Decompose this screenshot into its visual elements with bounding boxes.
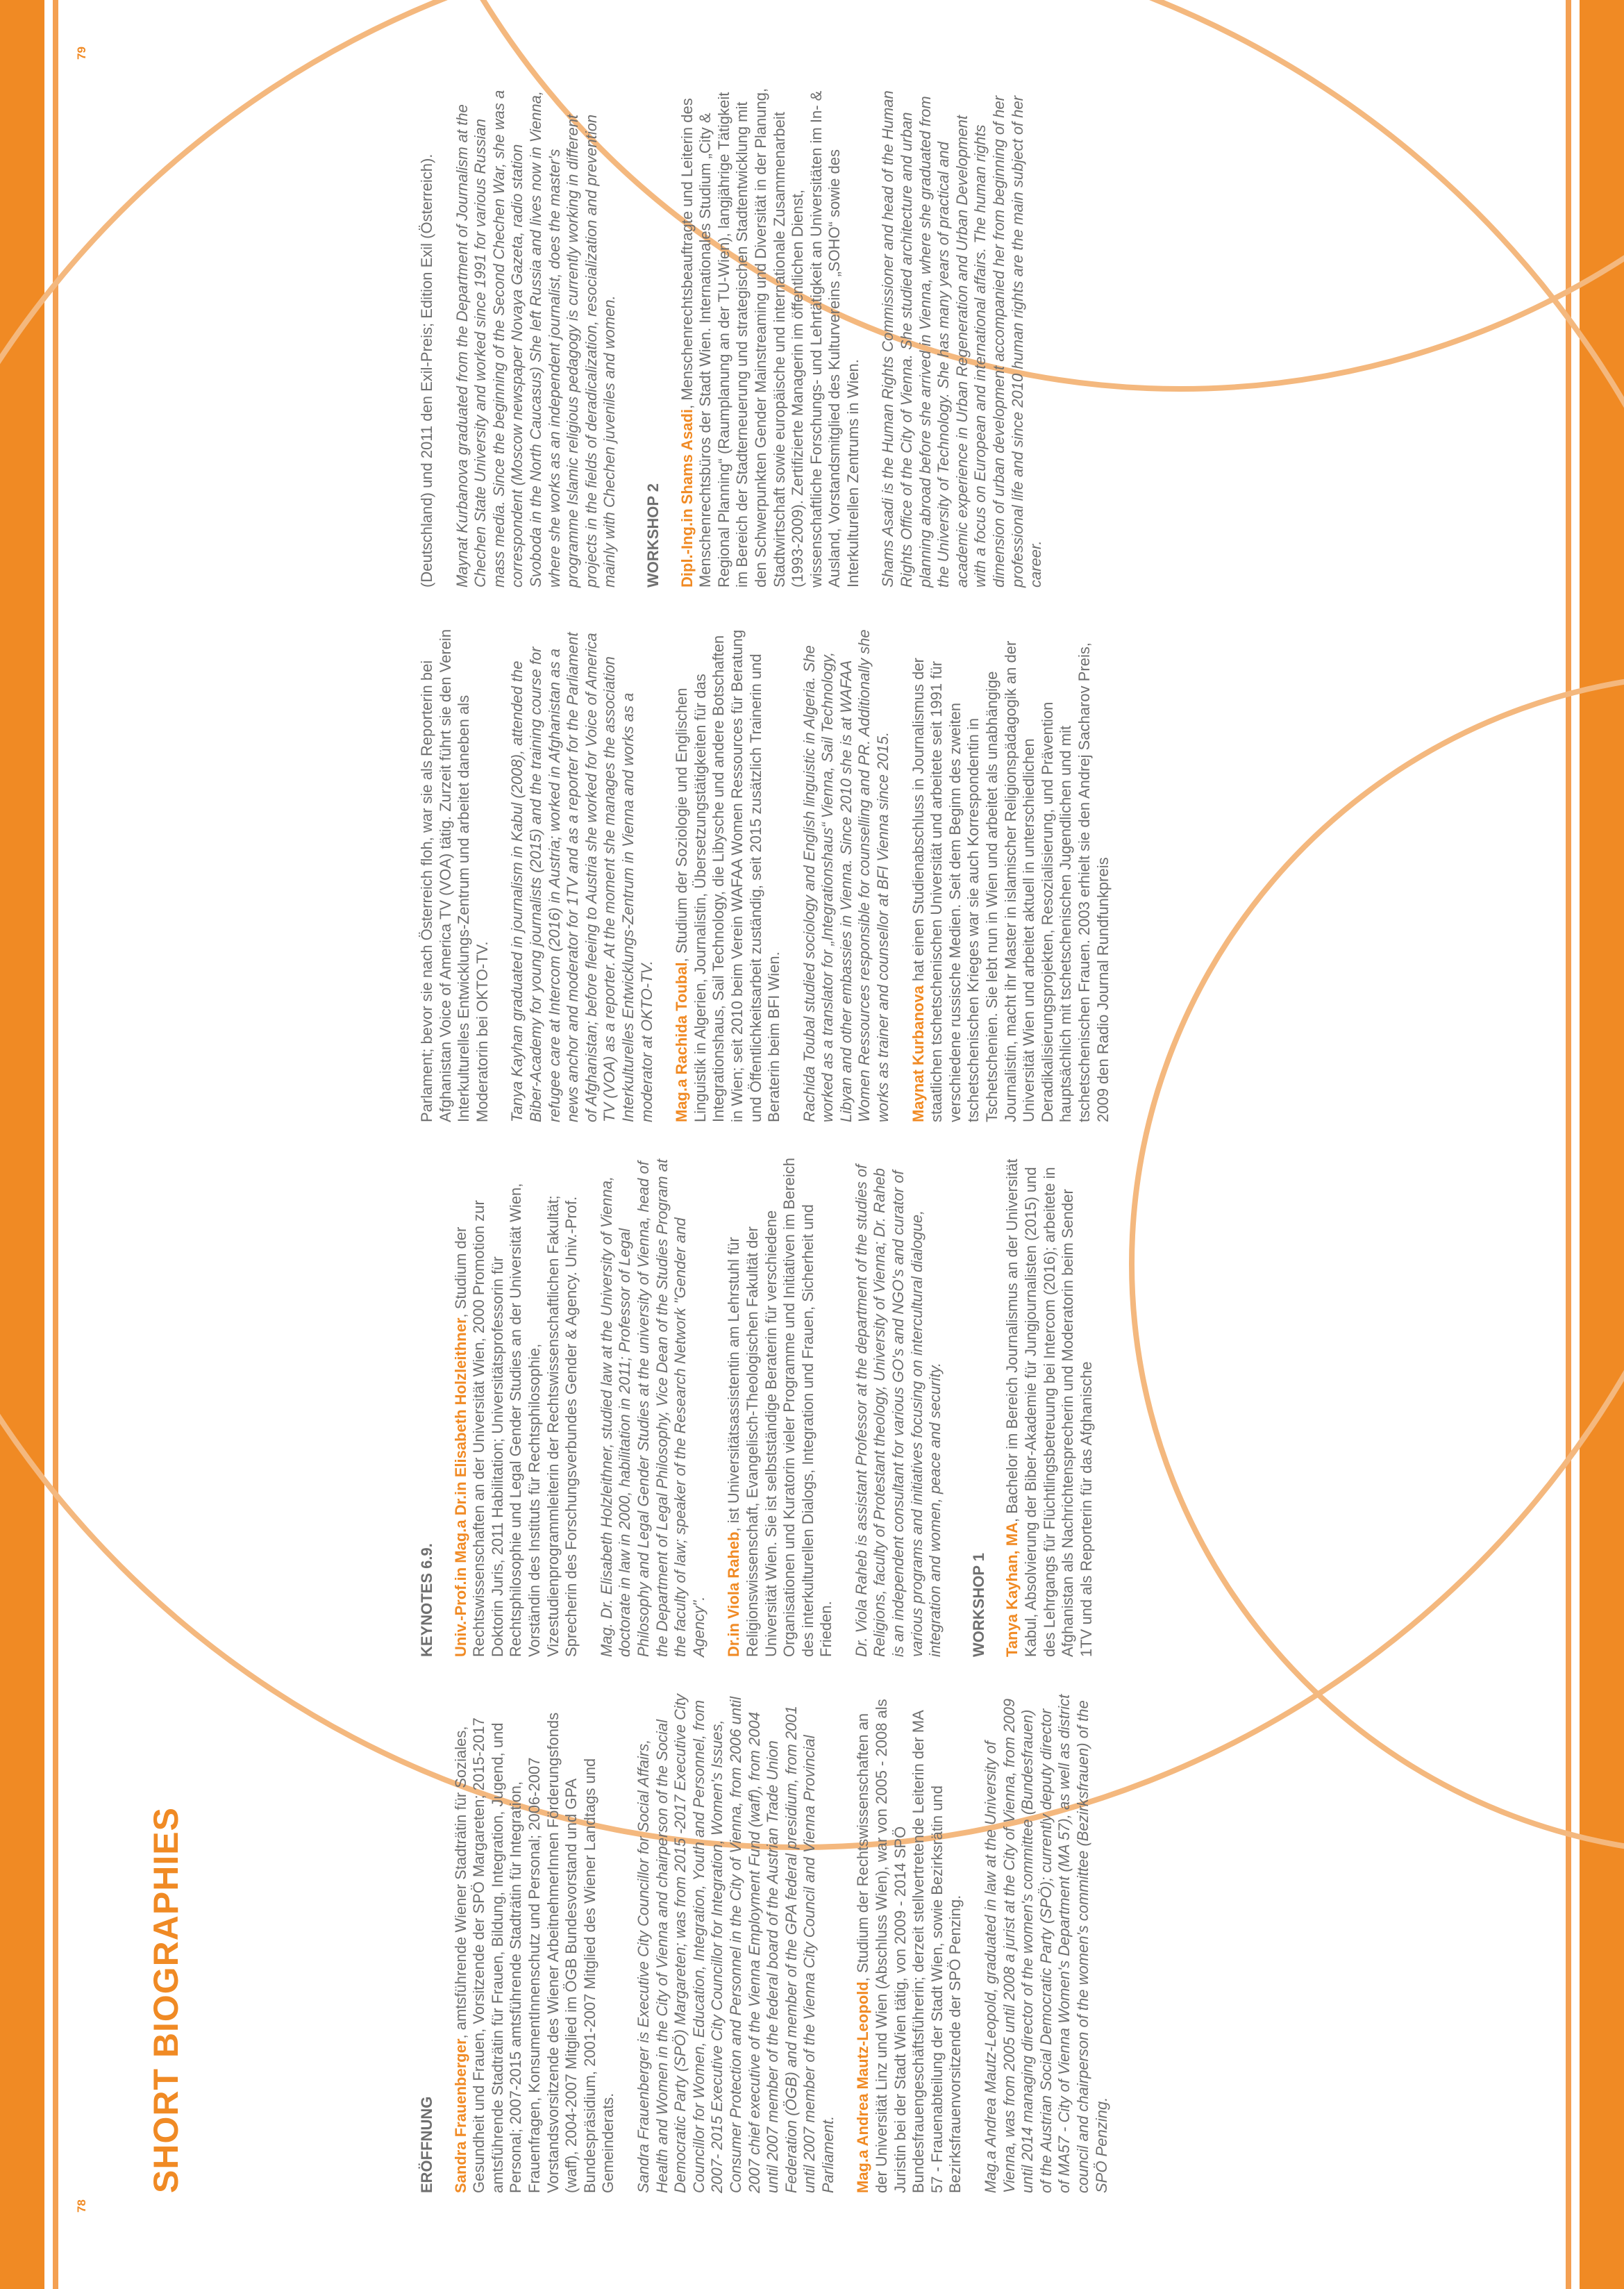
heading-opening: ERÖFFNUNG: [418, 2096, 435, 2193]
text-mautz-de: , Studium der Rechtswissenschaften an der Universität Linz und Wien (Abschluss Wien), war von 2005 - 2008 als Juristin bei der Stadt Wien tätig, von 2009 - 2014 SPÖ Bundesfrauengeschäftsführerin; derzeit stellvertretende Leiterin der MA 57 - Frauenabteilung der Stadt Wien, sowie Bezirksrätin und Bezirksfrauenvorsitzende der SPÖ Penzing.: [854, 1699, 964, 2193]
name-toubal: Mag.a Rachida Toubal: [673, 962, 691, 1122]
bio-kurbanova-de: [910, 622, 1113, 1122]
bio-kurbanova-en: Maynat Kurbanova graduated from the Department of Journalism at the Chechen State University and worked since 1991 for various Russian mass media. Since the beginning of the Second Chechen War, she was a correspondent (Moscow newspaper Novaya Gazeta, radio station Svoboda in the North Caucasus) She left Russia and lives now in Vienna, where she works as an independent journalist, does the master's programme Islamic religious pedagogy is currently working in different projects in the fields of deradicalization, resocialization and prevention mainly with Chechen juveniles and women.: [453, 90, 619, 588]
name-kurbanova: Maynat Kurbanova: [909, 985, 927, 1122]
bio-holzleithner-de: [452, 1157, 581, 1657]
page-number-right: 79: [75, 47, 88, 60]
bio-kayhan-de-cont: Parlament; bevor sie nach Österreich floh, war sie als Reporterin bei Afghanistan Voice of America TV (VOA) tätig. Zurzeit führt sie den Verein Interkulturelles Entwicklungs-Zentrum und arbeitet daneben als Moderatorin bei OKTO-TV.: [418, 629, 491, 1122]
column-1: [418, 1693, 1128, 2193]
bio-kurbanova-de-cont: (Deutschland) und 2011 den Exil-Preis; Edition Exil (Österreich).: [418, 153, 435, 588]
name-mautz: Mag.a Andrea Mautz-Leopold: [854, 1981, 872, 2193]
column-2: [418, 1157, 1112, 1657]
name-holzleithner: Univ.-Prof.in Mag.a Dr.in Elisabeth Holzleithner: [451, 1317, 469, 1657]
name-asadi: Dipl.-Ing.in Shams Asadi: [678, 408, 696, 588]
name-raheb: Dr.in Viola Raheb: [725, 1531, 743, 1657]
bio-mautz-en: Mag.a Andrea Mautz-Leopold, graduated in law at the University of Vienna, was from 2005 until 2008 a jurist at the City of Vienna, from 2009 until 2014 managing director of the women's committee (Bundesfrauen) of the Austrian Social Democratic Party (SPÖ); currently deputy director of MA57 - City of Vienna Women's Department (MA 57), as well as district council and chairperson of the women's committee (Bezirksfrauen) of the SPÖ Penzing.: [982, 1694, 1110, 2193]
text-raheb-de: , ist Universitätsassistentin am Lehrstuhl für Religionswissenschaft, Evangelisch-Theologischen Fakultät der Universität Wien. Sie ist selbstständige Beraterin für verschiedene Organisationen und Kuratorin vieler Programme und Initiativen im Bereich des interkulturellen Dialogs, Integration und Frauen, Sicherheit und Frieden.: [725, 1157, 835, 1657]
bio-toubal-en: Rachida Toubal studied sociology and English linguistic in Algeria. She worked as a translator for „Integrationshaus“ Vienna, Sail Technology, Libyan and other embassies in Vienna. Since 2010 she is at WAFAA Women Ressources responsible for counselling and PR. Additionally she works as trainer and counsellor at BFI Vienna since 2015.: [800, 629, 892, 1122]
text-frauenberger-de: , amtsführende Wiener Stadträtin für Soziales, Gesundheit und Frauen, Vorsitzende der SPÖ Margareten; 2015-2017 amtsführende Stadträtin für Frauen, Bildung, Integration, Jugend, und Personal; 2007-2015 amtsführende Stadträtin für Integration, Frauenfragen, KonsumentInnenschutz und Personal; 2006-2007 Vorstandsvorsitzende des Wiener ArbeitnehmerInnen Förderungsfonds (waff), 2004-2007 Mitglied im ÖGB Bundesvorstand und GPA Bundespräsidium, 2001-2007 Mitglied des Wiener Landtags und Gemeinderats.: [451, 1712, 617, 2193]
bio-frauenberger-de: [452, 1693, 618, 2193]
heading-workshop-2: WORKSHOP 2: [644, 483, 662, 588]
bio-holzleithner-en: Mag. Dr. Elisabeth Holzleithner, studied law at the University of Vienna, doctorate in law in 2000, habilitation in 2011; Professor of Legal Philosophy and Legal Gender Studies at the university of Vienna, head of the Department of Legal Philosophy, Vice Dean of the Studies Program at the faculty of law; speaker of the Research Network "Gender and Agency".: [597, 1158, 708, 1657]
text-asadi-de: , Menschenrechtsbeauftragte und Leiterin des Menschenrechtsbüros der Stadt Wien. Internationales Studium „City & Regional Planning“ (Raumplanung an der TU-Wien), langjährige Tätigkeit im Bereich der Stadterneuerung und strategischen Stadtentwicklung mit den Schwerpunkten Gender Mainstreaming und Diversität in der Planung, Stadtwirtschaft sowie europäische und internationale Zusammenarbeit (1993-2009). Zertifizierte Managerin im öffentlichen Dienst, wissenschaftliche Forschungs- und Lehrtätigkeit an Universitäten im In- & Ausland, Vorstandsmitglied des Kulturvereins „SOHO“ sowie des Interkulturellen Zentrums in Wien.: [678, 88, 862, 588]
heading-workshop-1: WORKSHOP 1: [969, 1553, 987, 1657]
text-holzleithner-de: , Studium der Rechtswissenschaften an der Universität Wien, 2000 Promotion zur Doktorin Juris, 2011 Habilitation; Universitätsprofessorin für Rechtsphilosophie und Legal Gender Studies an der Universität Wien, Vorständin des Instituts für Rechtsphilosophie, Vizestudienprogrammleiterin der Rechtswissenschaftlichen Fakultät; Sprecherin des Forschungsverbundes Gender & Agency. Univ.-Prof.: [451, 1183, 580, 1657]
column-4: [418, 88, 1062, 588]
bio-frauenberger-en: Sandra Frauenberger is Executive City Councillor for Social Affairs, Health and Women in the City of Vienna and chairperson of the Social Democratic Party (SPÖ) Margareten; was from 2015 -2017 Executive City Councillor for Women, Education, Integration, Youth and Personnel, from 2007- 2015 Executive City Councillor for Integration, Women's Issues, Consumer Protection and Personnel in the City of Vienna, from 2006 until 2007 chief executive of the Vienna Employment Fund (waff), from 2004 until 2007 member of the federal board of the Austrian Trade Union Federation (ÖGB) and member of the GPA federal presidium, from 2001 until 2007 member of the Vienna City Council and Vienna Provincial Parliament.: [634, 1694, 837, 2193]
text-kayhan-de: , Bachelor im Bereich Journalismus an der Universität Kabul, Absolvierung der Biber-Akademie für Jungjournalisten (2015) und des Lehrgangs für Flüchtlingsbetreuung bei Intercom (2016); arbeitete in Afghanistan als Nachrichtensprecherin und Moderatorin beim Sender 1TV und als Reporterin für das Afghanische: [1003, 1158, 1095, 1657]
heading-keynotes: KEYNOTES 6.9.: [418, 1543, 435, 1657]
column-3: [418, 622, 1129, 1122]
text-kurbanova-de: hat einen Studienabschluss in Journalismus der staatlichen tschetschenischen Universität und arbeitete seit 1991 für verschiedene russische Medien. Seit dem Beginn des zweiten tschetschenischen Krieges war sie auch Korrespondentin in Tschetschenien. Sie lebt nun in Wien und arbeitet als unabhängige Journalistin, macht ihr Master in islamischer Religionspädagogik an der Universität Wien und arbeitet aktuell in unterschiedlichen Deradikalisierungsprojekten, Resozialisierung, und Prävention hauptsächlich mit tschetschenischen Jugendlichen und mit tschetschenischen Frauen. 2003 erhielt sie den Andrej Sacharov Preis, 2009 den Radio Journal Rundfunkpreis: [909, 640, 1112, 1122]
bio-asadi-en: Shams Asadi is the Human Rights Commissioner and head of the Human Rights Office of the City of Vienna. She studied architecture and urban planning abroad before she arrived in Vienna, where she graduated from the University of Technology. She has many years of practical and academic experience in Urban Regeneration and Urban Development with a focus on European and international affairs. The human rights dimension of urban development accompanied her from beginning of her professional life and since 2010 human rights are the main subject of her career.: [879, 90, 1045, 588]
name-kayhan: Tanya Kayhan, MA: [1003, 1522, 1021, 1657]
bio-asadi-de: [678, 88, 863, 588]
page-number-left: 78: [75, 2199, 88, 2213]
bio-toubal-de: [673, 622, 784, 1122]
page-title: SHORT BIOGRAPHIES: [147, 1807, 185, 2193]
bio-raheb-de: [725, 1157, 836, 1657]
bio-kayhan-de: [1003, 1157, 1096, 1657]
bio-kayhan-en: Tanya Kayhan graduated in journalism in Kabul (2008), attended the Biber-Academy for young journalists (2015) and the training course for refugee care at Intercom (2016) in Austria; worked in Afghanistan as a news anchor and moderator for 1TV and as a reporter for the Parliament of Afghanistan; before fleeing to Austria she worked for Voice of America TV (VOA) as a reporter. At the moment she manages the association Interkulturelles Entwicklungs-Zentrum in Vienna and works as a moderator at OKTO-TV.: [508, 632, 655, 1122]
text-toubal-de: , Studium der Soziologie und Englischen Linguistik in Algerien, Journalistin, Übersetzungstätigkeiten für das Integrationshaus, Sail Technology, die Libysche und andere Botschaften in Wien; seit 2010 beim Verein WAFAA Women Ressources für Beratung und Öffentlichkeitsarbeit zuständig, seit 2015 zusätzlich Trainerin und Beraterin beim BFI Wien.: [673, 629, 783, 1122]
name-frauenberger: Sandra Frauenberger: [451, 2038, 469, 2193]
bio-mautz-de: [854, 1693, 965, 2193]
bio-raheb-en: Dr. Viola Raheb is assistant Professor at the department of the studies of Religions, faculty of Protestant theology, University of Vienna; Dr. Raheb is an independent consultant for various GO's and NGO's and curator of various programs and initiatives focusing on intercultural dialogue, integration and women, peace and security.: [852, 1164, 944, 1657]
